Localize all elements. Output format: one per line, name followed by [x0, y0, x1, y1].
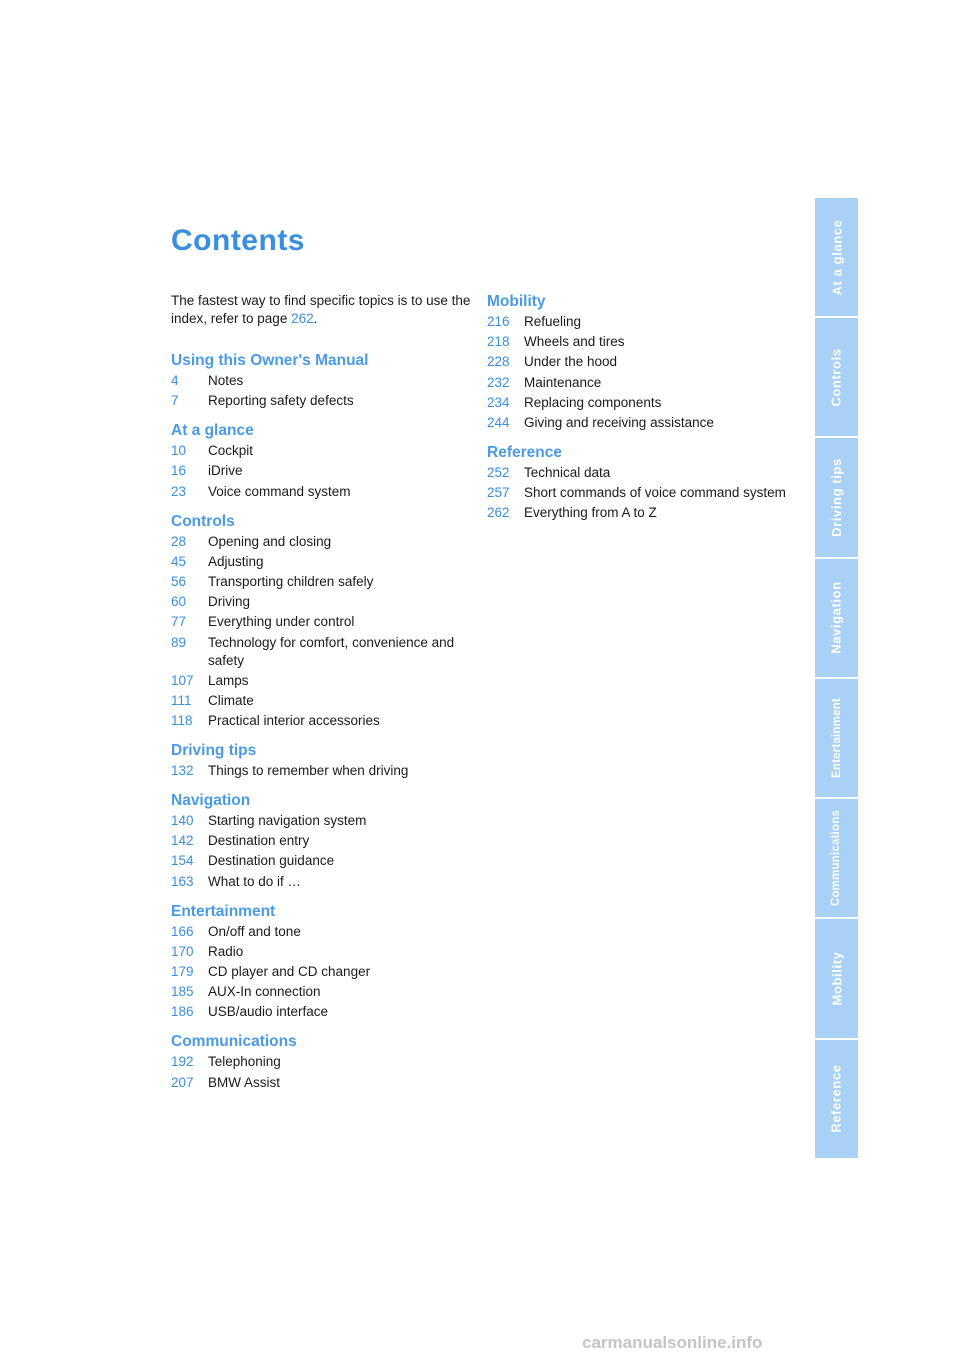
page-number-link[interactable]: 234 — [487, 394, 510, 410]
entry-label: Notes — [208, 373, 244, 388]
toc-entry[interactable] — [171, 573, 471, 591]
entry-label: Technical data — [524, 464, 611, 480]
toc-entry[interactable] — [171, 392, 471, 410]
toc-entry[interactable] — [171, 983, 471, 1001]
page-number-link[interactable]: 60 — [171, 594, 187, 610]
page-number-link[interactable]: 4 — [171, 373, 179, 388]
entry-label: USB/audio interface — [208, 1004, 329, 1020]
section-title[interactable]: Communications — [171, 1033, 297, 1051]
entry-label: Adjusting — [208, 553, 264, 569]
page-number-link[interactable]: 56 — [171, 573, 187, 589]
entry-label: Opening and closing — [208, 533, 332, 549]
entry-label: Reporting safety defects — [208, 393, 354, 409]
entry-label: Short commands of voice command system — [524, 485, 786, 501]
toc-entry[interactable] — [487, 353, 787, 371]
section-title[interactable]: At a glance — [171, 422, 254, 440]
toc-entry[interactable] — [487, 313, 787, 331]
toc-entry[interactable] — [171, 923, 471, 941]
tab-label: Driving tips — [829, 458, 844, 537]
section-title[interactable]: Entertainment — [171, 902, 276, 920]
entry-label: Refueling — [524, 314, 582, 329]
section-using-this-owner-s-manual — [171, 351, 471, 410]
toc-entry[interactable] — [171, 762, 471, 780]
section-title[interactable]: Driving tips — [171, 742, 257, 760]
toc-entry[interactable] — [171, 593, 471, 611]
tab-communications[interactable] — [815, 799, 858, 919]
entry-label: Giving and receiving assistance — [524, 414, 714, 430]
toc-entry[interactable] — [171, 852, 471, 870]
toc-entry[interactable] — [171, 672, 471, 690]
page-number-link[interactable]: 257 — [487, 485, 510, 501]
section-mobility — [487, 292, 787, 432]
entry-label: Everything from A to Z — [524, 505, 657, 521]
toc-entry[interactable] — [171, 1053, 471, 1071]
section-title[interactable]: Mobility — [487, 293, 546, 310]
page-number-link[interactable]: 89 — [171, 634, 187, 650]
entry-label: What to do if … — [208, 873, 302, 889]
page-number-link[interactable]: 244 — [487, 414, 510, 430]
toc-entry[interactable] — [171, 553, 471, 571]
toc-entry[interactable] — [171, 712, 471, 730]
entry-label: Lamps — [208, 672, 249, 688]
tab-label: Communications — [830, 810, 843, 907]
section-reference — [487, 443, 787, 522]
toc-entry[interactable] — [487, 414, 787, 432]
tab-controls[interactable] — [815, 318, 858, 438]
toc-entry[interactable] — [171, 372, 471, 390]
page-number-link[interactable]: 77 — [171, 614, 187, 630]
tab-mobility[interactable] — [815, 920, 858, 1040]
section-entertainment — [171, 902, 471, 1022]
page-number-link[interactable]: 166 — [171, 923, 194, 939]
page-number-link[interactable]: 142 — [171, 833, 194, 849]
entry-label: Destination guidance — [208, 853, 335, 869]
entry-label: Destination entry — [208, 833, 310, 849]
page-number-link[interactable]: 207 — [171, 1074, 194, 1090]
page-number-link[interactable]: 216 — [487, 314, 510, 329]
entry-label: Maintenance — [524, 374, 602, 390]
toc-entry[interactable] — [487, 374, 787, 392]
entry-label: Transporting children safely — [208, 573, 374, 589]
tab-reference[interactable] — [815, 1040, 858, 1160]
entry-label: Everything under control — [208, 614, 355, 630]
page-number-link[interactable]: 10 — [171, 443, 187, 459]
page-number-link[interactable]: 107 — [171, 672, 194, 688]
contents-left-column — [171, 292, 471, 1103]
toc-entry[interactable] — [171, 533, 471, 551]
page-number-link[interactable]: 186 — [171, 1004, 194, 1020]
page-number-link[interactable]: 132 — [171, 763, 194, 779]
toc-entry[interactable] — [171, 832, 471, 850]
page-number-link[interactable]: 185 — [171, 984, 194, 1000]
section-title[interactable]: Navigation — [171, 792, 251, 810]
toc-entry[interactable] — [171, 483, 471, 501]
page-number-link[interactable]: 192 — [171, 1054, 194, 1070]
page-number-link[interactable]: 111 — [171, 692, 192, 708]
page-number-link[interactable]: 28 — [171, 533, 187, 549]
entry-label: Things to remember when driving — [208, 763, 409, 779]
tab-at-a-glance[interactable] — [815, 198, 858, 318]
tab-label: Controls — [829, 348, 844, 407]
page-number-link[interactable]: 118 — [171, 713, 193, 729]
entry-label: BMW Assist — [208, 1074, 281, 1090]
entry-label: Replacing components — [524, 394, 662, 410]
entry-label: Technology for comfort, convenience and safety — [208, 634, 455, 668]
toc-entry[interactable] — [171, 812, 471, 830]
entry-label: Cockpit — [208, 443, 254, 459]
chapter-tabs — [815, 198, 858, 1160]
toc-entry[interactable] — [171, 963, 471, 981]
page-title: Contents — [171, 224, 305, 257]
index-page-link[interactable]: 262 — [291, 311, 314, 326]
entry-label: On/off and tone — [208, 923, 301, 939]
toc-entry[interactable] — [171, 462, 471, 480]
watermark: carmanualsonline.info — [582, 1333, 763, 1352]
section-communications — [171, 1032, 471, 1091]
section-title[interactable]: Using this Owner's Manual — [171, 352, 369, 369]
page-number-link[interactable]: 252 — [487, 464, 510, 480]
toc-entry[interactable] — [487, 484, 787, 502]
entry-label: Radio — [208, 943, 244, 959]
contents-right-column — [487, 292, 787, 533]
entry-label: Voice command system — [208, 483, 351, 499]
tab-label: Mobility — [829, 951, 844, 1006]
page-number-link[interactable]: 228 — [487, 354, 510, 370]
section-driving-tips — [171, 741, 471, 780]
toc-entry[interactable] — [171, 613, 471, 631]
page-number-link[interactable]: 163 — [171, 873, 194, 889]
page-number-link[interactable]: 16 — [171, 463, 187, 479]
tab-label: Reference — [829, 1064, 844, 1133]
tab-label: At a glance — [829, 219, 844, 295]
page-number-link[interactable]: 7 — [171, 393, 179, 409]
entry-label: iDrive — [208, 463, 243, 479]
toc-entry[interactable] — [487, 333, 787, 351]
page-number-link[interactable]: 262 — [487, 505, 510, 521]
tab-navigation[interactable] — [815, 559, 858, 679]
toc-entry[interactable] — [171, 943, 471, 961]
page-number-link[interactable]: 45 — [171, 553, 187, 569]
toc-entry[interactable] — [171, 442, 471, 460]
tab-driving-tips[interactable] — [815, 439, 858, 559]
tab-entertainment[interactable] — [815, 679, 858, 799]
entry-label: Driving — [208, 594, 251, 610]
toc-entry[interactable] — [171, 1074, 471, 1092]
page-number-link[interactable]: 218 — [487, 334, 510, 350]
toc-entry[interactable] — [487, 394, 787, 412]
entry-label: CD player and CD changer — [208, 964, 371, 979]
page-number-link[interactable]: 232 — [487, 374, 510, 390]
page-number-link[interactable]: 23 — [171, 483, 187, 499]
page-number-link[interactable]: 140 — [171, 813, 194, 829]
entry-label: Telephoning — [208, 1054, 281, 1070]
toc-entry[interactable] — [171, 634, 471, 670]
entry-label: AUX-In connection — [208, 984, 321, 1000]
page-number-link[interactable]: 179 — [171, 964, 194, 979]
section-navigation — [171, 791, 471, 891]
entry-label: Starting navigation system — [208, 813, 367, 829]
intro-paragraph — [171, 292, 471, 328]
tab-label: Entertainment — [830, 698, 843, 778]
section-title[interactable]: Reference — [487, 443, 562, 461]
entry-label: Under the hood — [524, 354, 618, 370]
section-title[interactable]: Controls — [171, 512, 235, 530]
section-controls — [171, 512, 471, 731]
section-at-a-glance — [171, 421, 471, 500]
entry-label: Climate — [208, 692, 254, 708]
toc-entry[interactable] — [171, 692, 471, 710]
toc-entry[interactable] — [171, 1003, 471, 1021]
toc-entry[interactable] — [487, 464, 787, 482]
intro-period: . — [313, 311, 318, 326]
entry-label: Practical interior accessories — [208, 713, 380, 729]
intro-text: The fastest way to find specific topics is to use the index, refer to page — [171, 293, 471, 326]
toc-entry[interactable] — [487, 504, 787, 522]
right-sections — [487, 292, 787, 522]
entry-label: Wheels and tires — [524, 334, 625, 350]
tab-label: Navigation — [829, 581, 844, 654]
page-number-link[interactable]: 154 — [171, 853, 194, 869]
left-sections — [171, 351, 471, 1092]
toc-entry[interactable] — [171, 873, 471, 891]
page-number-link[interactable]: 170 — [171, 943, 194, 959]
